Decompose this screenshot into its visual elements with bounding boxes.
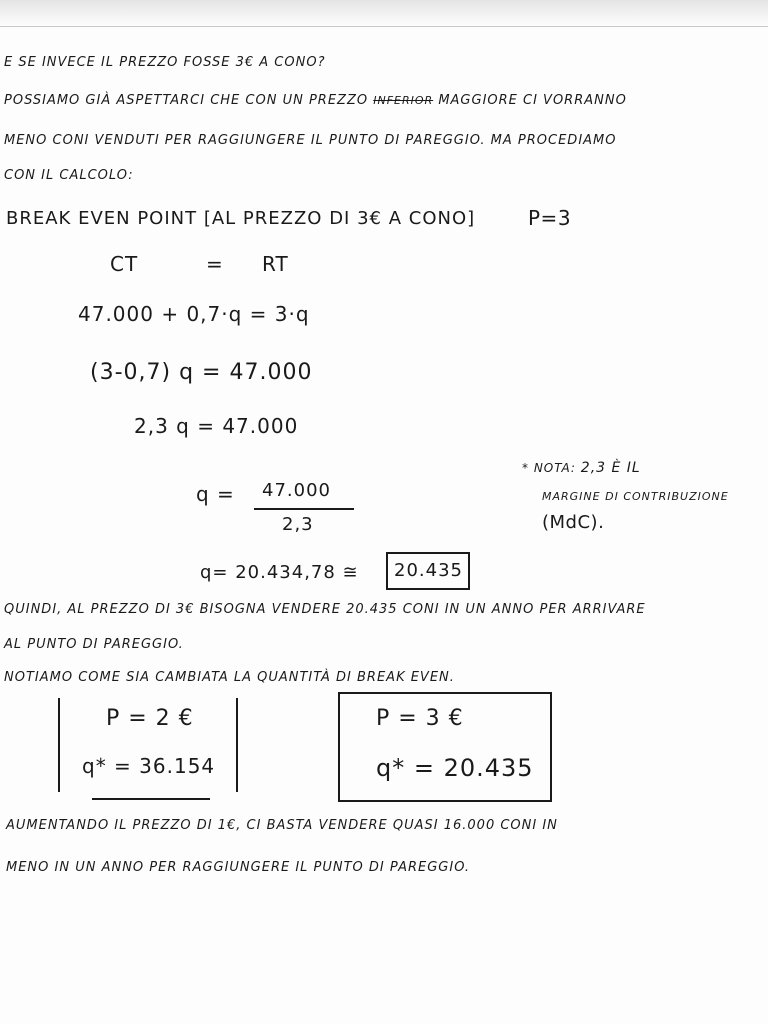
- conclusion-line-3: NOTIAMO COME SIA CAMBIATA LA QUANTITÀ DI BREAK EVEN.: [4, 670, 455, 685]
- note-line-1: 2,3 È IL: [580, 460, 641, 476]
- final-line-2: MENO IN UN ANNO PER RAGGIUNGERE IL PUNTO DI PAREGGIO.: [6, 860, 471, 875]
- fraction-lhs: q =: [196, 482, 235, 506]
- ct-label: CT: [110, 252, 139, 276]
- compare-right-qty: q* = 20.435: [376, 754, 534, 782]
- page-top-edge: [0, 0, 768, 27]
- compare-left-underline: [92, 798, 210, 800]
- note-line-2: MARGINE DI CONTRIBUZIONE: [542, 490, 729, 503]
- note-marker: * NOTA:: [522, 461, 576, 475]
- bep-heading: BREAK EVEN POINT [AL PREZZO DI 3€ A CONO]: [6, 208, 476, 229]
- ct-rt-equals: =: [206, 252, 224, 276]
- equation-step-2: (3-0,7) q = 47.000: [90, 360, 313, 385]
- compare-box-right: [338, 692, 552, 802]
- result-value: q= 20.434,78 ≅: [200, 562, 359, 583]
- intro-line-2-end: MAGGIORE CI VORRANNO: [438, 93, 627, 108]
- intro-line-2: [4, 93, 627, 108]
- intro-line-1: E SE INVECE IL PREZZO FOSSE 3€ A CONO?: [4, 55, 326, 70]
- intro-struck-word: INFERIOR: [373, 94, 434, 107]
- rt-label: RT: [262, 252, 289, 276]
- compare-box-left: [58, 698, 238, 792]
- result-box: [386, 552, 470, 590]
- intro-line-3: MENO CONI VENDUTI PER RAGGIUNGERE IL PUNTO DI PAREGGIO. MA PROCEDIAMO: [4, 133, 617, 148]
- result-rounded: 20.435: [394, 560, 463, 581]
- compare-left-qty: q* = 36.154: [82, 754, 216, 778]
- fraction-bar: [254, 508, 354, 510]
- intro-line-2-start: POSSIAMO GIÀ ASPETTARCI CHE CON UN PREZZO: [4, 93, 369, 108]
- final-line-1: AUMENTANDO IL PREZZO DI 1€, CI BASTA VENDERE QUASI 16.000 CONI IN: [6, 818, 558, 833]
- fraction-denominator: 2,3: [282, 514, 314, 535]
- bep-price-label: P=3: [528, 206, 572, 230]
- equation-step-1: 47.000 + 0,7·q = 3·q: [78, 302, 310, 326]
- note-line-3: (MdC).: [542, 512, 605, 533]
- compare-left-price: P = 2 €: [106, 706, 194, 731]
- equation-step-3: 2,3 q = 47.000: [134, 414, 299, 438]
- intro-line-4: CON IL CALCOLO:: [4, 168, 134, 183]
- fraction-numerator: 47.000: [262, 480, 331, 501]
- compare-right-price: P = 3 €: [376, 706, 464, 731]
- conclusion-line-2: AL PUNTO DI PAREGGIO.: [4, 637, 184, 652]
- conclusion-line-1: QUINDI, AL PREZZO DI 3€ BISOGNA VENDERE 20.435 CONI IN UN ANNO PER ARRIVARE: [4, 602, 646, 617]
- note-title: [522, 460, 641, 476]
